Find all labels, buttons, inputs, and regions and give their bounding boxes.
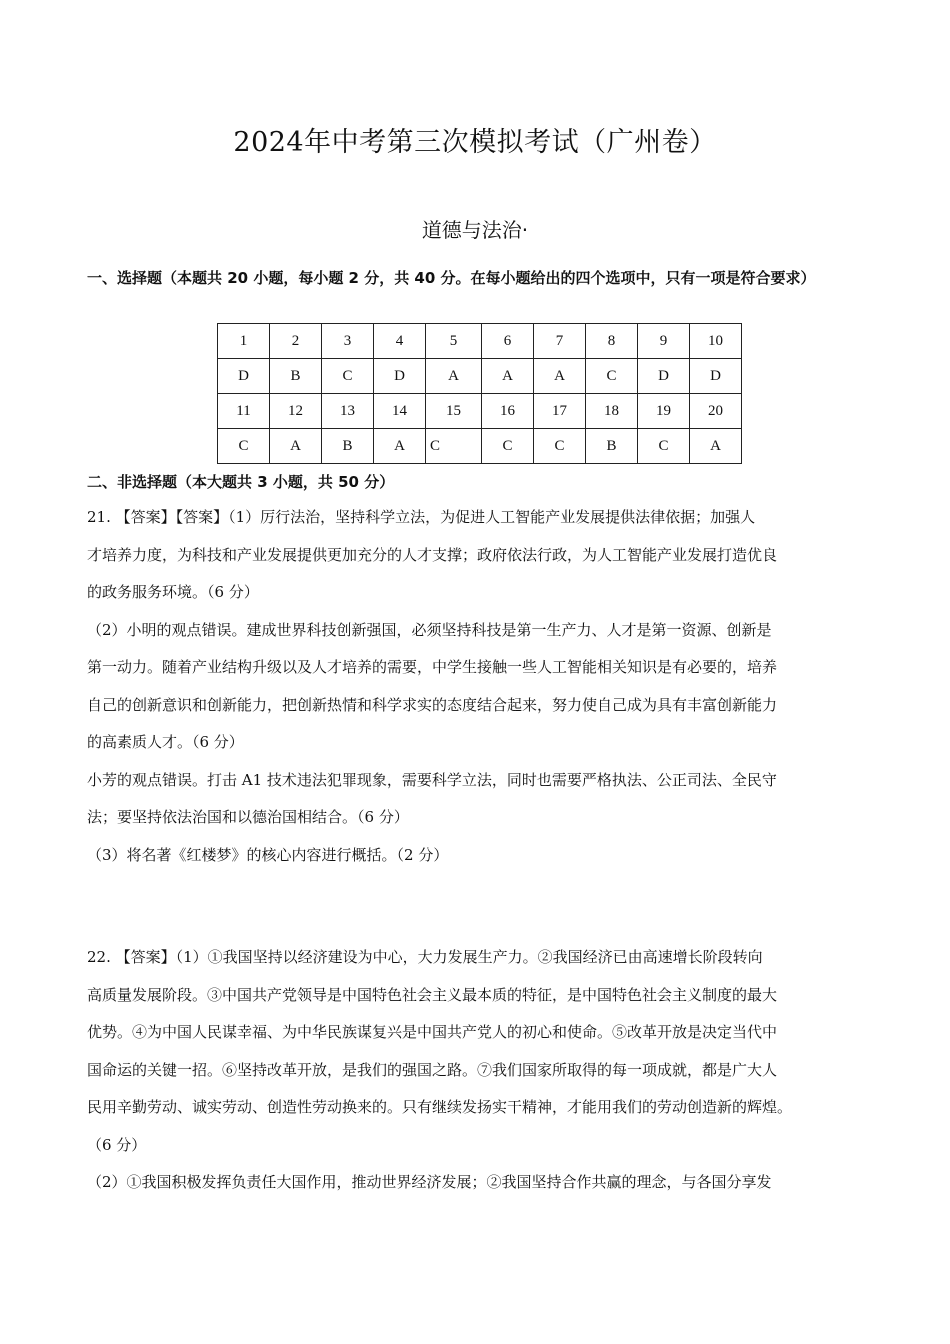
- document-title: 2024年中考第三次模拟考试（广州卷）: [233, 127, 717, 158]
- table-row: [218, 429, 742, 464]
- table-cell: 5: [426, 324, 482, 359]
- section2-heading: 二、非选择题（本大题共 3 小题，共 50 分）: [87, 473, 395, 491]
- table-cell: C: [534, 429, 586, 464]
- table-row: [218, 359, 742, 394]
- section1-heading: 一、选择题（本题共 20 小题，每小题 2 分，共 40 分。在每小题给出的四个选项中，只有一项是符合要求）: [87, 269, 816, 287]
- table-cell: C: [586, 359, 638, 394]
- table-cell: A: [426, 359, 482, 394]
- table-cell: 1: [218, 324, 270, 359]
- table-cell: 17: [534, 394, 586, 429]
- table-cell: C: [638, 429, 690, 464]
- table-cell: B: [270, 359, 322, 394]
- answer-line: 高质量发展阶段。③中国共产党领导是中国特色社会主义最本质的特征，是中国特色社会主义制度的最大: [87, 985, 778, 1004]
- answer-line: （2）小明的观点错误。建成世界科技创新强国，必须坚持科技是第一生产力、人才是第一资源、创新是: [87, 620, 772, 639]
- answer-line: 优势。④为中国人民谋幸福、为中华民族谋复兴是中国共产党人的初心和使命。⑤改革开放是决定当代中: [87, 1023, 778, 1041]
- table-cell: C: [426, 429, 482, 464]
- table-cell: 10: [690, 324, 742, 359]
- answer-line: 小芳的观点错误。打击 A1 技术违法犯罪现象，需要科学立法，同时也需要严格执法、公正司法、全民守: [87, 770, 777, 789]
- answer-line: 国命运的关键一招。⑥坚持改革开放，是我们的强国之路。⑦我们国家所取得的每一项成就，都是广大人: [87, 1060, 778, 1079]
- table-cell: C: [482, 429, 534, 464]
- table-cell: C: [218, 429, 270, 464]
- table-cell: D: [218, 359, 270, 394]
- question-22-answer: [87, 939, 877, 1202]
- table-cell: 6: [482, 324, 534, 359]
- table-cell: 13: [322, 394, 374, 429]
- table-cell: 9: [638, 324, 690, 359]
- table-cell: A: [482, 359, 534, 394]
- table-cell: D: [690, 359, 742, 394]
- answer-line: 第一动力。随着产业结构升级以及人才培养的需要，中学生接触一些人工智能相关知识是有必要的，培养: [87, 658, 778, 676]
- answer-table: [217, 323, 742, 464]
- table-cell: 14: [374, 394, 426, 429]
- table-cell: A: [270, 429, 322, 464]
- table-cell: C: [322, 359, 374, 394]
- table-cell: 19: [638, 394, 690, 429]
- table-cell: 3: [322, 324, 374, 359]
- table-cell: 20: [690, 394, 742, 429]
- answer-line: 的政务服务环境。（6 分）: [87, 583, 259, 601]
- table-cell: 4: [374, 324, 426, 359]
- table-cell: A: [374, 429, 426, 464]
- answer-line: 22. 【答案】（1）①我国坚持以经济建设为中心，大力发展生产力。②我国经济已由高速增长阶段转向: [87, 948, 763, 966]
- table-cell: B: [322, 429, 374, 464]
- answer-line: 的高素质人才。（6 分）: [87, 733, 244, 751]
- table-cell: 2: [270, 324, 322, 359]
- table-cell: D: [638, 359, 690, 394]
- answer-line: （2）①我国积极发挥负责任大国作用，推动世界经济发展；②我国坚持合作共赢的理念，与各国分享发: [87, 1173, 772, 1191]
- answer-line: 才培养力度，为科技和产业发展提供更加充分的人才支撑；政府依法行政，为人工智能产业发展打造优良: [87, 545, 778, 564]
- answer-line: 21. 【答案】【答案】（1）厉行法治，坚持科学立法，为促进人工智能产业发展提供法律依据；加强人: [87, 508, 756, 526]
- table-cell: 7: [534, 324, 586, 359]
- table-cell: A: [534, 359, 586, 394]
- answer-line: （6 分）: [87, 1135, 147, 1154]
- table-cell: B: [586, 429, 638, 464]
- question-21-answer: [87, 499, 877, 874]
- table-row: [218, 324, 742, 359]
- table-cell: A: [690, 429, 742, 464]
- answer-line: 民用辛勤劳动、诚实劳动、创造性劳动换来的。只有继续发扬实干精神，才能用我们的劳动创造新的辉煌。: [87, 1098, 793, 1116]
- answer-line: 自己的创新意识和创新能力，把创新热情和科学求实的态度结合起来，努力使自己成为具有丰富创新能力: [87, 695, 778, 714]
- document-subtitle: 道德与法治·: [421, 218, 529, 242]
- table-cell: 16: [482, 394, 534, 429]
- answer-line: （3）将名著《红楼梦》的核心内容进行概括。（2 分）: [87, 845, 449, 864]
- table-row: [218, 394, 742, 429]
- table-cell: 12: [270, 394, 322, 429]
- table-cell: 15: [426, 394, 482, 429]
- table-cell: 11: [218, 394, 270, 429]
- table-cell: 18: [586, 394, 638, 429]
- answer-line: 法；要坚持依法治国和以德治国相结合。（6 分）: [87, 808, 409, 826]
- table-cell: D: [374, 359, 426, 394]
- table-cell: 8: [586, 324, 638, 359]
